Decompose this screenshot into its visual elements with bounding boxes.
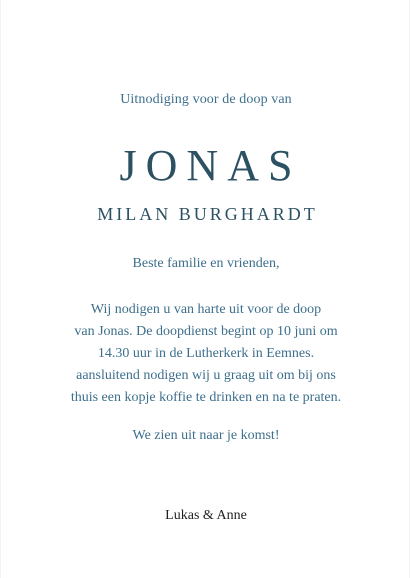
invitation-body xyxy=(1,299,410,409)
body-line: thuis een kopje koffie te drinken en na te praten. xyxy=(70,390,342,405)
child-full-last-name: MILAN BURGHARDT xyxy=(97,204,318,224)
body-line: 14.30 uur in de Lutherkerk in Eemnes. xyxy=(97,346,315,361)
body-line: van Jonas. De doopdienst begint op 10 juni om xyxy=(74,324,338,339)
signature-text: Lukas & Anne xyxy=(165,508,247,523)
body-line: Wij nodigen u van harte uit voor de doop xyxy=(90,302,322,317)
intro-text: Uitnodiging voor de doop van xyxy=(120,92,292,107)
greeting-text: Beste familie en vrienden, xyxy=(132,256,280,271)
closing-text: We zien uit naar je komst! xyxy=(132,428,280,443)
body-line: aansluitend nodigen wij u graag uit om bij ons xyxy=(76,368,336,383)
child-first-name: JONAS xyxy=(119,141,302,190)
